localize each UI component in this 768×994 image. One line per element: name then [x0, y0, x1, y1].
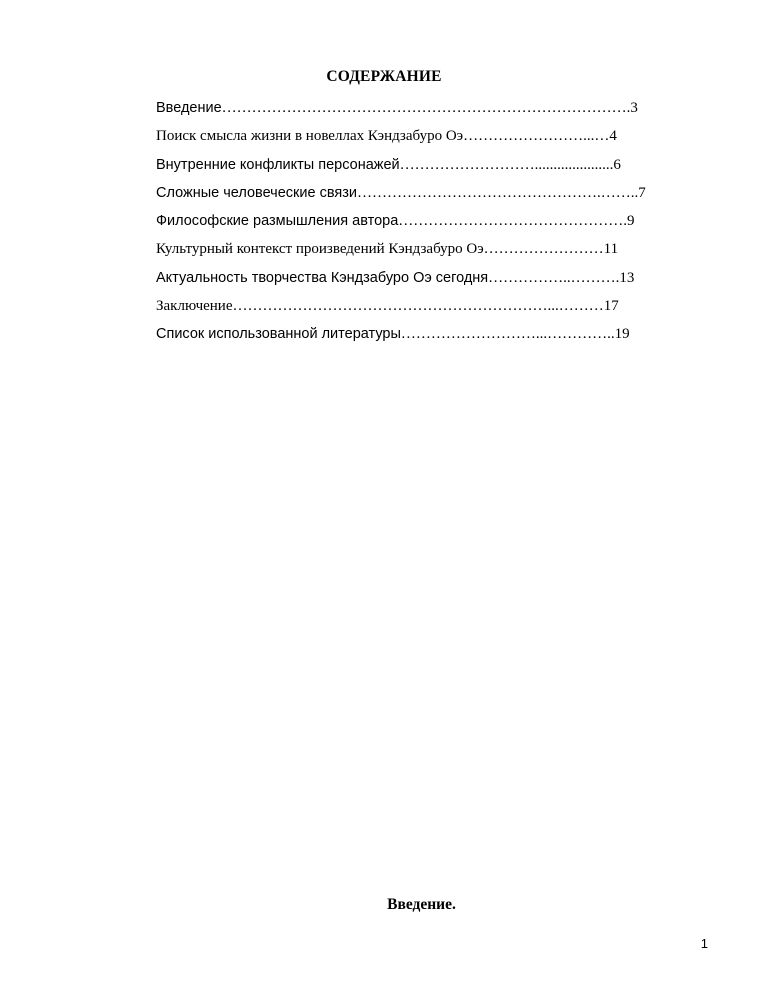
- toc-entry-title: Поиск смысла жизни в новеллах Кэндзабуро Оэ: [156, 128, 464, 145]
- toc-entry-page: 9: [627, 213, 635, 230]
- toc-entry-philosophical-reflections: [156, 207, 712, 235]
- toc-entry-title: Внутренние конфликты персонажей: [156, 156, 400, 173]
- toc-entry-title: Актуальность творчества Кэндзабуро Оэ сегодня: [156, 269, 489, 286]
- toc-entry-page: 17: [603, 298, 619, 315]
- toc-entry-title: Культурный контекст произведений Кэндзабуро Оэ: [156, 241, 484, 258]
- toc-entry-title: Сложные человеческие связи: [156, 184, 357, 201]
- toc-entry-inner-conflicts: [156, 151, 712, 179]
- toc-entry-title: Заключение: [156, 298, 233, 315]
- toc-entry-introduction: [156, 94, 712, 122]
- toc-entry-page: 6: [613, 156, 621, 173]
- toc-entry-title: Список использованной литературы: [156, 326, 401, 343]
- toc-entry-page: 7: [638, 184, 646, 201]
- toc-entry-leader: ……………………………………….: [398, 213, 628, 230]
- toc-entry-title: Введение: [156, 100, 222, 116]
- toc-entry-conclusion: [156, 292, 712, 320]
- toc-entry-leader: ………………………...…………..: [400, 326, 615, 343]
- toc-entry-page: 4: [609, 128, 617, 145]
- toc-entry-title: Философские размышления автора: [156, 213, 399, 230]
- toc-entry-meaning-of-life: [156, 122, 712, 150]
- toc-entry-cultural-context: [156, 235, 712, 263]
- toc-entry-leader: ……………..……….: [488, 269, 620, 286]
- toc-title: СОДЕРЖАНИЕ: [326, 68, 442, 85]
- toc-entry-page: 11: [603, 241, 619, 258]
- toc-entry-leader: ………………………………………………………...………: [232, 298, 604, 315]
- toc-entry-leader: ……………………….....................: [399, 156, 614, 173]
- toc-entry-page: 13: [619, 269, 635, 286]
- section-heading: Введение.: [387, 896, 456, 913]
- toc-entry-leader: ……………………...…: [463, 128, 610, 145]
- toc-entry-relevance: [156, 264, 712, 292]
- page-number: 1: [700, 936, 708, 951]
- toc-entry-leader: ………………………………………….……..: [356, 184, 639, 201]
- toc-entry-leader: ……………………: [483, 241, 604, 258]
- table-of-contents: [156, 94, 712, 349]
- toc-entry-leader: ……………………………………………………………………….: [221, 100, 631, 116]
- toc-entry-page: 3: [630, 100, 638, 116]
- toc-entry-page: 19: [614, 326, 630, 343]
- toc-entry-human-relations: [156, 179, 712, 207]
- toc-entry-bibliography: [156, 320, 712, 348]
